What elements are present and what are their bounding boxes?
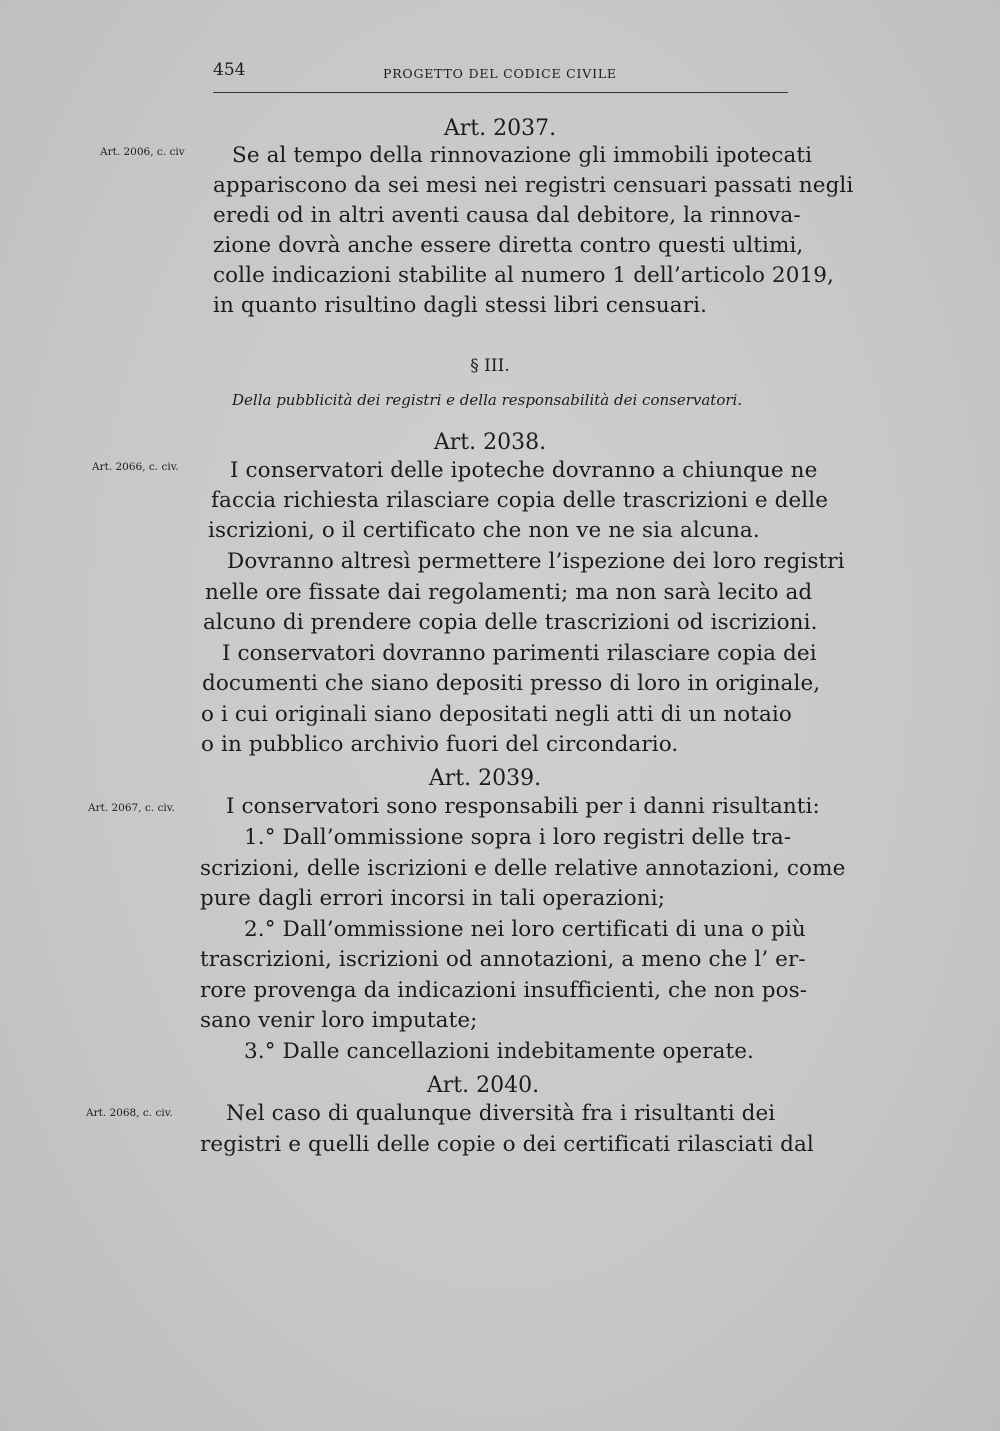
text-line: sano venir loro imputate; [200,1008,478,1033]
text-line: faccia richiesta rilasciare copia delle trascrizioni e delle [211,488,829,513]
page-number: 454 [213,60,246,80]
text-line: 2.° Dall’ommissione nei loro certificati di una o più [244,917,806,942]
text-line: I conservatori dovranno parimenti rilasciare copia dei [222,641,817,666]
text-line: eredi od in altri aventi causa dal debitore, la rinnova- [213,203,801,228]
article-heading: Art. 2040. [426,1073,540,1098]
article-heading: Art. 2037. [443,116,557,141]
text-line: 3.° Dalle cancellazioni indebitamente operate. [244,1039,754,1064]
text-line: registri e quelli delle copie o dei certificati rilasciati dal [200,1132,814,1157]
text-line: I conservatori sono responsabili per i danni risultanti: [226,794,820,819]
text-line: colle indicazioni stabilite al numero 1 dell’articolo 2019, [213,263,834,288]
running-title: PROGETTO DEL CODICE CIVILE [383,66,617,81]
article-heading: Art. 2038. [433,430,547,455]
text-line: in quanto risultino dagli stessi libri censuari. [213,293,708,318]
text-line: nelle ore fissate dai regolamenti; ma non sarà lecito ad [205,580,813,605]
text-line: Se al tempo della rinnovazione gli immobili ipotecati [232,143,813,168]
text-line: pure dagli errori incorsi in tali operazioni; [200,886,666,911]
text-line: iscrizioni, o il certificato che non ve ne sia alcuna. [208,518,760,543]
text-line: o in pubblico archivio fuori del circondario. [201,732,679,757]
text-line: rore provenga da indicazioni insufficienti, che non pos- [200,978,808,1003]
margin-reference: Art. 2006, c. civ [100,146,185,158]
text-line: 1.° Dall’ommissione sopra i loro registri delle tra- [244,825,792,850]
page-header [213,58,788,93]
text-line: scrizioni, delle iscrizioni e delle relative annotazioni, come [200,856,846,881]
margin-reference: Art. 2068, c. civ. [86,1107,173,1119]
text-line: Dovranno altresì permettere l’ispezione dei loro registri [227,549,845,574]
text-line: Nel caso di qualunque diversità fra i risultanti dei [226,1101,776,1126]
text-line: zione dovrà anche essere diretta contro questi ultimi, [213,233,804,258]
text-line: appariscono da sei mesi nei registri censuari passati negli [213,173,854,198]
text-line: trascrizioni, iscrizioni od annotazioni, a meno che l’ er- [200,947,806,972]
text-line: alcuno di prendere copia delle trascrizioni od iscrizioni. [203,610,818,635]
margin-reference: Art. 2066, c. civ. [92,461,179,473]
paragraph-subtitle: Della pubblicità dei registri e della responsabilità dei conservatori. [232,391,743,409]
article-heading: Art. 2039. [428,766,542,791]
paragraph-title: § III. [470,356,510,376]
text-line: I conservatori delle ipoteche dovranno a chiunque ne [230,458,818,483]
margin-reference: Art. 2067, c. civ. [88,802,175,814]
text-line: documenti che siano depositi presso di loro in originale, [202,671,821,696]
text-line: o i cui originali siano depositati negli atti di un notaio [201,702,792,727]
